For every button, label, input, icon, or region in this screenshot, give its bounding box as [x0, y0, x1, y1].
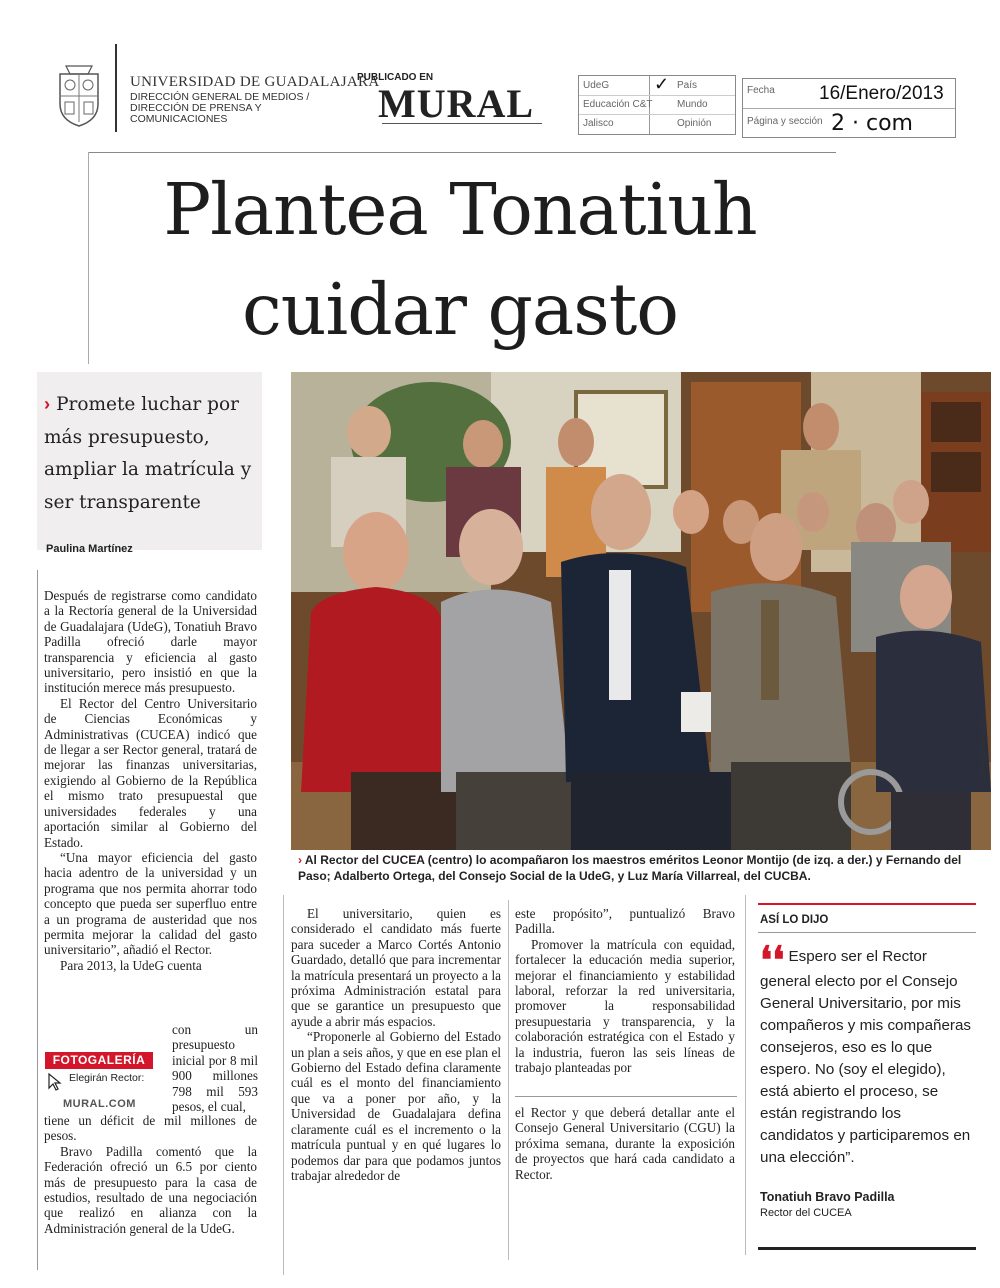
- column-rule: [283, 895, 284, 1275]
- paragraph: Después de registrarse como candidato a la Rectoría general de la Universidad de Guadalajara (UdeG), Tonatiuh Bravo Padilla ofreció darle mayor transparencia y eficiencia al gasto universitario, pero insistió en que la institución merece más presupuesto.: [44, 588, 257, 696]
- column-1-end: [44, 1113, 257, 1236]
- mural-link[interactable]: MURAL.COM: [63, 1098, 136, 1110]
- column-1: [44, 588, 257, 973]
- section-opinion: Opinión: [677, 118, 712, 129]
- quote-title-rule: [758, 932, 976, 933]
- quote-bottom-rule: [758, 1247, 976, 1250]
- caption-text: Al Rector del CUCEA (centro) lo acompañaron los maestros eméritos Leonor Montijo (de izq. a der.) y Fernando del Paso; Adalberto Ortega, del Consejo Social de la UdeG, y Luz María Villarreal, del CUCBA.: [298, 853, 962, 883]
- fotogaleria-label: FOTOGALERÍA: [45, 1052, 153, 1069]
- newspaper-logo: MURAL: [378, 81, 535, 126]
- column-1-wrap: con un presupuesto inicial por 8 mil 900 millones 798 mil 593 pesos, el cual,: [172, 1022, 258, 1115]
- photo-caption: [298, 852, 988, 884]
- column-2: [291, 906, 501, 1183]
- department-name: DIRECCIÓN GENERAL DE MEDIOS / DIRECCIÓN DE PRENSA Y COMUNICACIONES: [130, 91, 310, 125]
- paragraph: “Una mayor eficiencia del gasto hacia adentro de la universidad y un programa que nos permita ahorrar todo concepto que pueda ser superfluo entre a un programa de austeridad que nos permita mejorar la calidad del gasto universitario”, añadió el Rector.: [44, 849, 257, 958]
- paragraph: “Proponerle al Gobierno del Estado un plan a seis años, y que en ese plan el Gobierno del Estado defina claramente cuál es el monto del financiamiento que va a poner por año, y la Universidad de Guadalajara defina claramente cuál es el incremento o la matrícula puntual y en qué lugares lo podemos dar para que podamos juntos trabajar alrededor de: [291, 1029, 501, 1183]
- paragraph: Promover la matrícula con equidad, fortalecer la educación media superior, mejorar el financiamiento y estabilidad laboral, reforzar la red universitaria, promover la responsabilidad presupuestaria y transparencia, y la colaboración estratégica con el Estado y la industria, fueron las seis líneas de trabajo planteadas por: [515, 936, 735, 1076]
- quote-author-role: Rector del CUCEA: [760, 1207, 852, 1219]
- headline-rule: [88, 152, 836, 153]
- quote-author: Tonatiuh Bravo Padilla: [760, 1190, 895, 1204]
- column-3-end: el Rector y que deberá detallar ante el Consejo General Universitario (CGU) la próxima semana, durante la exposición de proyectos que hará cada candidato a Rector.: [515, 1105, 735, 1182]
- column-3-rule: [515, 1096, 737, 1097]
- caption-arrow-icon: ›: [298, 853, 302, 867]
- quote-top-rule: [758, 903, 976, 905]
- cursor-icon: [47, 1072, 65, 1092]
- paragraph: El Rector del Centro Universitario de Ciencias Económicas y Administrativas (CUCEA) indicó que de llegar a ser Rector general, tratará de mejorar las finanzas universitarias, exigiendo al Gobierno de la República el mismo trato presupuestal que universidades federales y una aportación similar al Gobierno del Estado.: [44, 695, 257, 850]
- section-table: [578, 75, 736, 135]
- paragraph: tiene un déficit de mil millones de pesos.: [44, 1113, 257, 1144]
- deck-text: Promete luchar por más presupuesto, ampliar la matrícula y ser transparente: [44, 394, 252, 513]
- pull-quote: [760, 940, 972, 1169]
- paragraph: Bravo Padilla comentó que la Federación ofreció un 6.5 por ciento más de presupuesto para la casa de estudios, resultado de una negociación que realizó en alianza con la Administración general de la UdeG.: [44, 1143, 257, 1236]
- section-educacion: Educación C&T: [583, 99, 653, 110]
- section-jalisco: Jalisco: [583, 118, 614, 129]
- page-value: 2 · com: [831, 111, 913, 136]
- headline-line-2: cuidar gasto: [242, 268, 678, 351]
- column-rule: [508, 900, 509, 1260]
- logo-underline: [382, 123, 542, 133]
- udg-seal-icon: [52, 60, 106, 128]
- section-udeg: UdeG: [583, 80, 610, 91]
- date-label: Fecha: [747, 85, 775, 96]
- header-divider: [115, 44, 117, 132]
- section-mundo: Mundo: [677, 99, 708, 110]
- photo-credit: Maricarmen Galindo: [978, 712, 987, 780]
- fotogaleria-text: Elegirán Rector:: [69, 1072, 145, 1084]
- date-box: [742, 78, 956, 138]
- byline: Paulina Martínez: [46, 543, 133, 555]
- deck-arrow-icon: ›: [44, 393, 51, 414]
- paragraph: este propósito”, puntualizó Bravo Padilla.: [515, 906, 735, 937]
- quote-mark-icon: ❛❛: [760, 940, 785, 982]
- page-label: Página y sección: [747, 116, 823, 127]
- headline: [90, 160, 830, 360]
- column-rule: [745, 895, 746, 1255]
- fotogaleria-promo[interactable]: [45, 1052, 155, 1110]
- section-pais: País: [677, 80, 698, 91]
- left-column-rule: [37, 570, 38, 1270]
- check-mark-icon: ✓: [654, 74, 670, 94]
- paragraph: El universitario, quien es considerado el candidato más fuerte para suceder a Marco Cortés Antonio Guardado, detalló que para incrementar la matrícula presentará un proyecto a la próxima Administración estatal para que se garantice un presupuesto que ayude a abrir más espacios.: [291, 906, 501, 1029]
- column-3: [515, 906, 735, 1075]
- deck: [44, 388, 254, 519]
- paragraph: Para 2013, la UdeG cuenta: [60, 957, 202, 973]
- university-name: UNIVERSIDAD DE GUADALAJARA: [130, 74, 380, 90]
- published-in-label: PUBLICADO EN: [357, 72, 434, 83]
- headline-side-rule: [88, 152, 89, 364]
- event-photo: [291, 372, 991, 850]
- quote-title: ASÍ LO DIJO: [760, 914, 829, 926]
- quote-text: Espero ser el Rector general electo por el Consejo General Universitario, por mis compañeros y mis compañeras consejeros, eso es lo que espero. No (soy el elegido), está abierto el proceso, se están registrando los candidatos y participaremos en una elección”.: [760, 948, 972, 1166]
- date-value: 16/Enero/2013: [819, 83, 944, 104]
- headline-line-1: Plantea Tonatiuh: [163, 168, 757, 251]
